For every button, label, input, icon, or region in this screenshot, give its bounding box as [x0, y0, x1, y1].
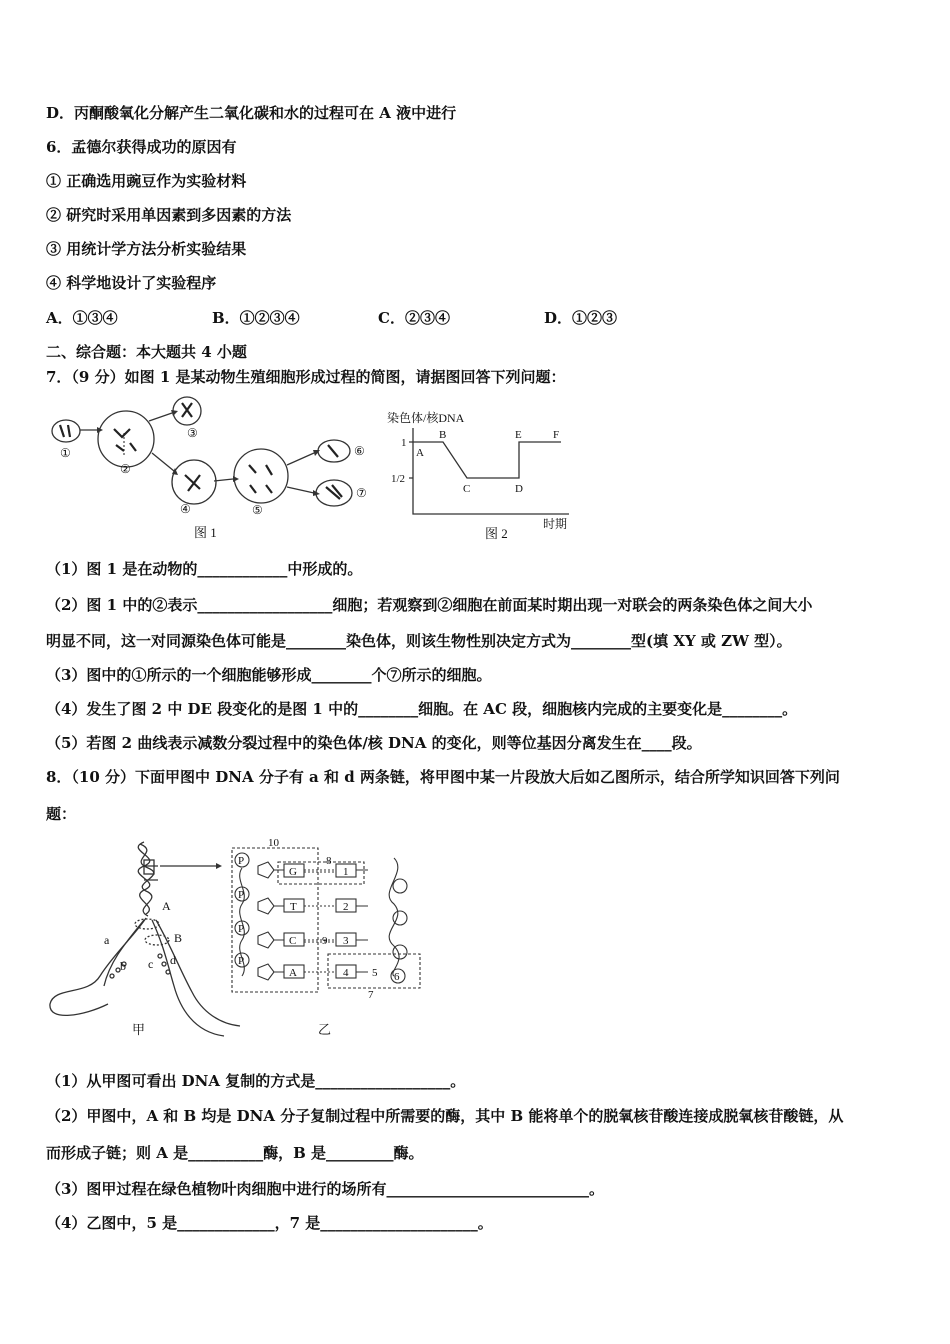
- fig2-xlabel: 时期: [543, 517, 568, 531]
- yi-base-left-3: C: [289, 935, 297, 947]
- q7-figure-1: [44, 393, 384, 545]
- q5-option-d: D．丙酮酸氧化分解产生二氧化碳和水的过程可在 A 液中进行: [46, 104, 457, 122]
- fig1-caption: 图 1: [194, 525, 217, 540]
- fig2-point-e: E: [515, 429, 522, 441]
- fig2-ytick-half: 1/2: [391, 473, 406, 485]
- jia-label-b-strand: b: [120, 959, 126, 973]
- yi-phosphate-1: P: [238, 855, 245, 867]
- fig2-curve: [413, 442, 561, 478]
- arrow-5-7: [287, 487, 314, 493]
- sugar-3: [258, 932, 274, 948]
- cell-1: [52, 420, 80, 442]
- q8-figure-jia: [44, 836, 244, 1042]
- q6-option-c[interactable]: C．②③④: [378, 309, 450, 327]
- fig1-label-4: ④: [180, 502, 191, 516]
- jia-label-a-enzyme: A: [162, 899, 171, 913]
- jia-caption: 甲: [132, 1022, 146, 1037]
- q6-option-d[interactable]: D．①②③: [544, 309, 618, 327]
- yi-label-7: 7: [368, 989, 374, 1001]
- yi-base-right-2: 2: [343, 901, 349, 913]
- yi-label-10: 10: [268, 837, 279, 849]
- q8-part-3: （3）图甲过程在绿色植物叶肉细胞中进行的场所有___________________________。: [46, 1180, 604, 1198]
- section-heading: 二、综合题：本大题共 4 小题: [46, 343, 247, 361]
- yi-base-right-4: 4: [343, 967, 349, 979]
- yi-phosphate-2: P: [238, 889, 245, 901]
- fig2-point-f: F: [553, 429, 560, 441]
- q6-item-4: ④ 科学地设计了实验程序: [46, 274, 217, 292]
- q7-part-5: （5）若图 2 曲线表示减数分裂过程中的染色体/核 DNA 的变化，则等位基因分离发生在____段。: [46, 734, 702, 752]
- fig2-axes: [413, 428, 569, 514]
- yi-label-8: 8: [326, 855, 332, 867]
- q6-stem: 6．孟德尔获得成功的原因有: [46, 138, 237, 156]
- yi-base-right-1: 1: [343, 866, 349, 878]
- yi-label-6: 6: [394, 971, 400, 983]
- arrow-4-5: [214, 479, 233, 481]
- fig1-label-5: ⑤: [252, 503, 263, 517]
- fig2-point-a: A: [416, 447, 424, 459]
- cell-5: [234, 449, 288, 503]
- jia-label-c-strand: c: [148, 957, 154, 971]
- fig2-ylabel: 染色体/核DNA: [387, 411, 465, 425]
- q8-part-2-cont: 而形成子链；则 A 是__________酶，B 是_________酶。: [46, 1144, 424, 1162]
- strand-a: [50, 918, 146, 1015]
- q8-figure-yi: [228, 836, 424, 1042]
- yi-base-left-2: T: [290, 901, 297, 913]
- q8-part-2: （2）甲图中，A 和 B 均是 DNA 分子复制过程中所需要的酶，其中 B 能将单个的脱氧核苷酸连接成脱氧核苷酸链，从: [46, 1107, 844, 1125]
- q7-figure-2: [383, 400, 593, 545]
- q8-stem: 8．（10 分）下面甲图中 DNA 分子有 a 和 d 两条链，将甲图中某一片段放大后如乙图所示，结合所学知识回答下列问: [46, 768, 840, 786]
- q7-part-2-cont: 明显不同，这一对同源染色体可能是________染色体，则该生物性别决定方式为________型(填 XY 或 ZW 型）。: [46, 632, 792, 650]
- yi-phosphate-3: P: [238, 923, 245, 935]
- q6-option-b[interactable]: B．①②③④: [212, 309, 300, 327]
- fig2-ytick-1: 1: [401, 437, 407, 449]
- arrow-5-6: [287, 453, 314, 465]
- fig1-label-2: ②: [120, 462, 131, 476]
- sugar-4: [258, 964, 274, 980]
- q8-part-1: （1）从甲图可看出 DNA 复制的方式是__________________。: [46, 1072, 466, 1090]
- jia-label-d-strand: d: [170, 953, 176, 967]
- q8-part-4: （4）乙图中，5 是_____________，7 是_____________________。: [46, 1214, 493, 1232]
- yi-base-left-4: A: [289, 967, 297, 979]
- yi-phosphate-4: P: [238, 955, 245, 967]
- jia-label-b-enzyme: B: [174, 931, 183, 945]
- yi-label-9: 9: [322, 935, 328, 947]
- fig2-point-b: B: [439, 429, 447, 441]
- q6-option-a[interactable]: A．①③④: [46, 309, 118, 327]
- jia-label-a-strand: a: [104, 933, 110, 947]
- q7-part-3: （3）图中的①所示的一个细胞能够形成________个⑦所示的细胞。: [46, 666, 492, 684]
- q6-item-2: ② 研究时采用单因素到多因素的方法: [46, 206, 292, 224]
- fig1-label-7: ⑦: [356, 486, 367, 500]
- fig1-label-3: ③: [187, 426, 198, 440]
- fig1-label-6: ⑥: [354, 444, 365, 458]
- fig2-point-d: D: [515, 483, 523, 495]
- cell-2: [98, 411, 154, 467]
- fig1-label-1: ①: [60, 446, 71, 460]
- strand-d: [152, 920, 224, 1036]
- arrow-2-4: [152, 453, 174, 471]
- fig2-caption: 图 2: [485, 526, 508, 541]
- q6-item-1: ① 正确选用豌豆作为实验材料: [46, 172, 247, 190]
- q7-part-2: （2）图 1 中的②表示__________________细胞；若观察到②细胞在前面某时期出现一对联会的两条染色体之间大小: [46, 596, 813, 614]
- yi-caption: 乙: [318, 1022, 332, 1037]
- q8-stem-cont: 题：: [46, 805, 77, 823]
- fig2-point-c: C: [463, 483, 471, 495]
- arrow-2-3: [149, 413, 172, 421]
- q6-item-3: ③ 用统计学方法分析实验结果: [46, 240, 247, 258]
- q7-part-4: （4）发生了图 2 中 DE 段变化的是图 1 中的________细胞。在 AC 段，细胞核内完成的主要变化是________。: [46, 700, 798, 718]
- q7-part-1: （1）图 1 是在动物的____________中形成的。: [46, 560, 363, 578]
- yi-label-5: 5: [372, 967, 378, 979]
- enzyme-b: [145, 935, 169, 945]
- q7-stem: 7．（9 分）如图 1 是某动物生殖细胞形成过程的简图，请据图回答下列问题：: [46, 368, 566, 386]
- sugar-2: [258, 898, 274, 914]
- sugar-1: [258, 862, 274, 878]
- yi-base-right-3: 3: [343, 935, 349, 947]
- yi-base-left-1: G: [289, 866, 297, 878]
